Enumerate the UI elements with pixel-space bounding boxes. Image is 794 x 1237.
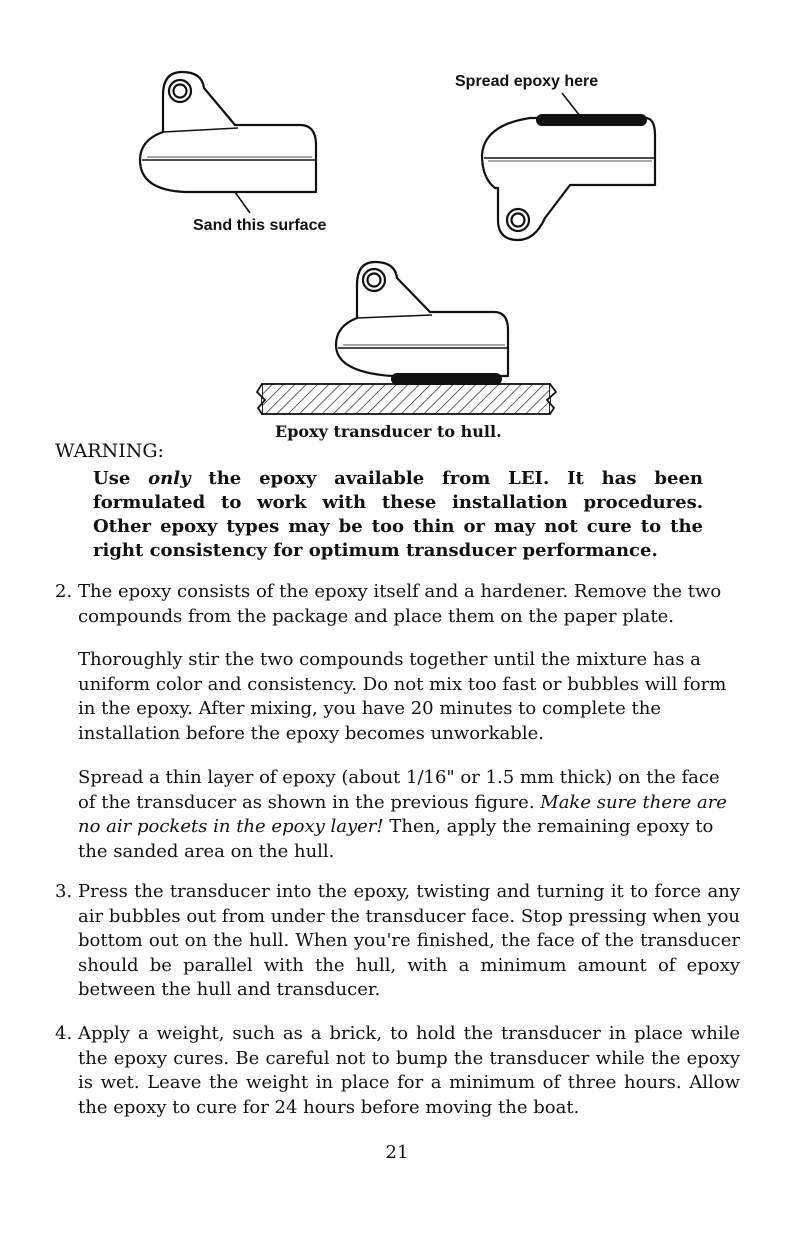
warning-emphasis: only: [148, 468, 191, 489]
spread-epoxy-label: Spread epoxy here: [455, 73, 599, 90]
page-number: 21: [385, 1142, 409, 1163]
epoxy-pointer-line: [562, 93, 580, 116]
sand-pointer-line: [235, 192, 250, 213]
warning-body: [93, 467, 703, 563]
step-2-paragraph-2: Thoroughly stir the two compounds together until the mixture has a uniform color and consistency. Do not mix too fast or bubbles will form in the epoxy. After mixing, you have 20 minutes to complete the installation before the epoxy becomes unworkable.: [78, 649, 727, 744]
step-3-number: 3.: [55, 881, 73, 902]
step-4-number: 4.: [55, 1023, 73, 1044]
epoxy-layer-bottom: [391, 373, 502, 385]
hull-section: [257, 384, 556, 414]
warning-title: WARNING:: [55, 440, 164, 462]
transducer-mounted: [336, 262, 508, 376]
step-2-paragraph-1: The epoxy consists of the epoxy itself and a hardener. Remove the two compounds from the package and place them on the paper plate.: [78, 581, 722, 627]
step-2-p3-end: Then, apply the remaining epoxy to the sanded area on the hull.: [78, 816, 714, 862]
warning-text-start: Use: [93, 468, 149, 489]
step-2-p3-italic: Make sure there are no air pockets in the epoxy layer!: [78, 791, 727, 837]
figure-caption: Epoxy transducer to hull.: [275, 422, 502, 441]
epoxy-layer-top: [536, 114, 647, 126]
step-2-p3-start: Spread a thin layer of epoxy (about 1/16" or 1.5 mm thick) on the face of the transducer as shown in the previous figure.: [78, 767, 720, 813]
transducer-sand-view: [140, 72, 316, 192]
step-2-number: 2.: [55, 581, 73, 602]
transducer-epoxy-view: [482, 118, 655, 240]
warning-text-rest: the epoxy available from LEI. It has been formulated to work with these installation procedures. Other epoxy types may be too thin or may not cure to the right consistency for optimum transducer performance.: [93, 468, 703, 561]
sand-surface-label: Sand this surface: [193, 217, 327, 234]
step-2-paragraph-3: [78, 766, 740, 864]
step-3-paragraph: Press the transducer into the epoxy, twisting and turning it to force any air bubbles out from under the transducer face. Stop pressing when you bottom out on the hull. When you're finished, the face of the transducer should be parallel with the hull, with a minimum amount of epoxy between the hull and transducer.: [78, 881, 740, 1000]
step-4-paragraph: Apply a weight, such as a brick, to hold the transducer in place while the epoxy cures. Be careful not to bump the transducer while the epoxy is wet. Leave the weight in place for a minimum of three hours. Allow the epoxy to cure for 24 hours before moving the boat.: [78, 1023, 740, 1118]
transducer-diagram: [0, 0, 794, 450]
installation-figure: [0, 0, 794, 450]
